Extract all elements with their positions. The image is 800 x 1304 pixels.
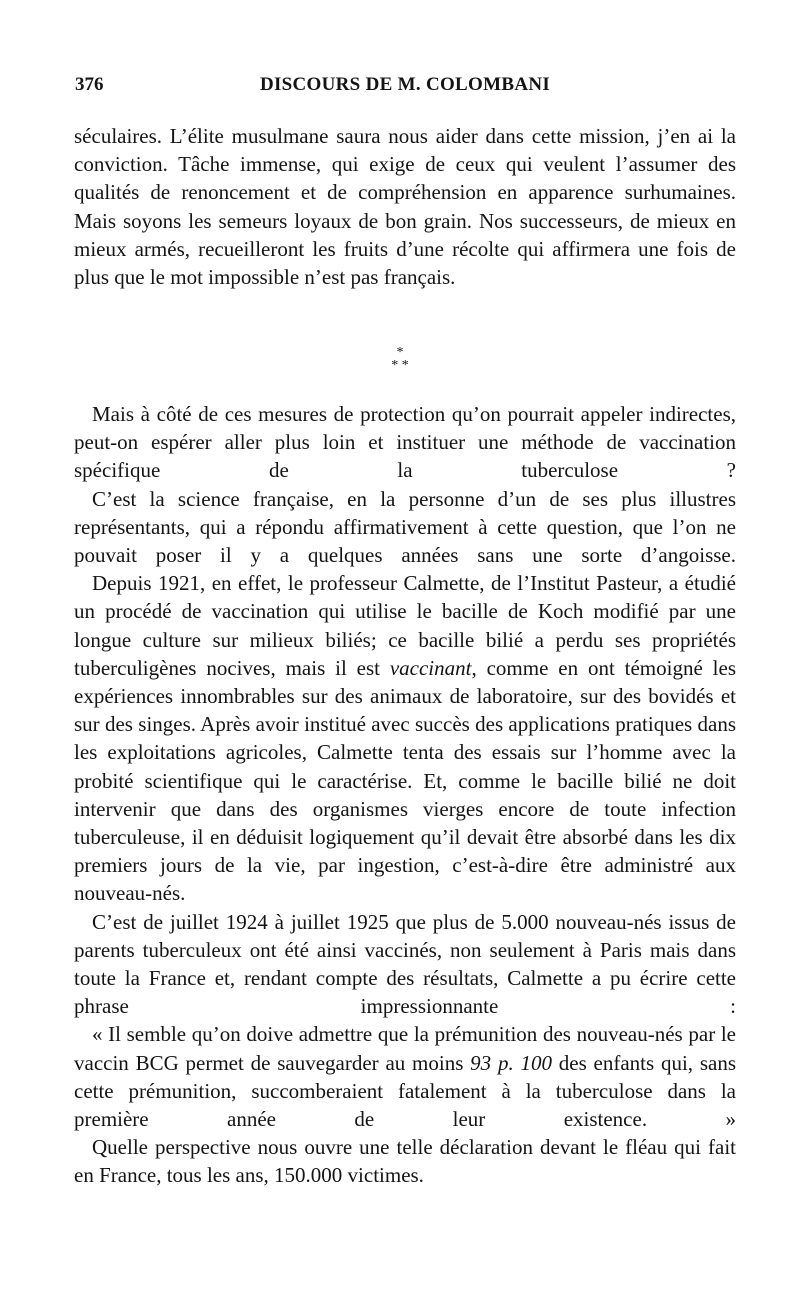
paragraph-4-italic-vaccinant: vaccinant bbox=[389, 655, 472, 680]
paragraph-4 bbox=[74, 569, 736, 907]
section-separator-asterism bbox=[380, 346, 420, 380]
paragraph-7: Quelle perspective nous ouvre une telle déclaration devant le fléau qui fait en France, tous les ans, 150.000 victimes. bbox=[74, 1135, 736, 1188]
paragraph-5: C’est de juillet 1924 à juillet 1925 que plus de 5.000 nouveau-nés issus de parents tuberculeux ont été ainsi vaccinés, non seulement à Paris mais dans toute la France et, rendant compte des résultats, Calmette a pu écrire cette phrase impressionnante : bbox=[74, 909, 736, 1019]
asterism-bottom-stars: * * bbox=[391, 358, 409, 373]
quote-italic-percentage: 93 p. 100 bbox=[470, 1050, 552, 1075]
text-block-main bbox=[74, 400, 736, 1190]
quote-part-1: « Il semble qu’on doive admettre que la prémunition des nouveau-nés par le vaccin BCG permet de sauvegarder au moins bbox=[74, 1022, 736, 1075]
page-number: 376 bbox=[75, 74, 104, 95]
text-block-top bbox=[74, 122, 736, 291]
asterism-top-star: * bbox=[396, 345, 404, 360]
paragraph-2: Mais à côté de ces mesures de protection qu’on pourrait appeler indirectes, peut-on espérer aller plus loin et instituer une méthode de vaccination spécifique de la tuberculose ? bbox=[74, 402, 736, 483]
running-title: DISCOURS DE M. COLOMBANI bbox=[259, 74, 551, 95]
quote-part-2: des enfants qui, sans cette prémunition, succomberaient fatalement à la tuberculose dans la première année de leur existence. » bbox=[74, 1050, 736, 1132]
page-header bbox=[75, 74, 735, 114]
paragraph-4-part-2: , comme en ont témoigné les expériences innombrables sur des animaux de laboratoire, sur des bovidés et sur des singes. Après avoir institué avec succès des applications pratiques dans les exploitations agricoles, Calmette tenta des essais sur l’homme avec la probité scientifique qui le caractérise. Et, comme le bacille bilié ne doit intervenir que dans des organismes vierges encore de toute infection tuberculeuse, il en déduisit logiquement qu’il devait être absorbé dans les dix premiers jours de la vie, par ingestion, c’est-à-dire être administré aux nouveau-nés. bbox=[74, 655, 736, 906]
paragraph-6-quote bbox=[74, 1020, 736, 1133]
paragraph-4-part-1: Depuis 1921, en effet, le professeur Calmette, de l’Institut Pasteur, a étudié un procédé de vaccination qui utilise le bacille de Koch modifié par une longue culture sur milieux biliés; ce bacille bilié a perdu ses propriétés tuberculigènes nocives, mais il est bbox=[74, 571, 736, 680]
paragraph-3: C’est la science française, en la personne d’un de ses plus illustres représentants, qui a répondu affirmativement à cette question, que l’on ne pouvait poser il y a quelques années sans une sorte d’angoisse. bbox=[74, 486, 736, 568]
paragraph-1: séculaires. L’élite musulmane saura nous aider dans cette mission, j’en ai la conviction. Tâche immense, qui exige de ceux qui veulent l’assumer des qualités de renoncement et de compréhension en apparence surhumaines. Mais soyons les semeurs loyaux de bon grain. Nos successeurs, de mieux en mieux armés, recueilleront les fruits d’une récolte qui affirmera une fois de plus que le mot impossible n’est pas français. bbox=[74, 124, 736, 290]
